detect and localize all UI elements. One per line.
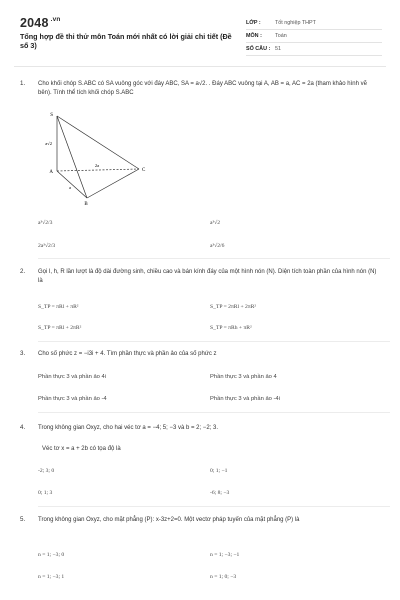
option-a[interactable]: -2; 3; 0 bbox=[38, 468, 55, 474]
question-number: 4. bbox=[20, 424, 26, 431]
meta-value: Tốt nghiệp THPT bbox=[275, 20, 316, 26]
option-c[interactable]: 2a³√2/3 bbox=[38, 243, 56, 249]
brand-name: 2048 bbox=[20, 16, 49, 30]
meta-value: Toán bbox=[275, 33, 287, 39]
pyramid-figure bbox=[34, 110, 174, 210]
option-b[interactable]: n = 1; −3; −1 bbox=[210, 552, 240, 558]
question-divider bbox=[38, 412, 390, 413]
question-text: Trong không gian Oxyz, cho hai véc tơ a = −4; 5; −3 và b = 2; −2; 3. bbox=[38, 425, 218, 431]
brand-suffix: .vn bbox=[50, 16, 61, 23]
option-b[interactable]: a³√2 bbox=[210, 220, 221, 226]
edge-label-ac: 2a bbox=[94, 163, 100, 168]
question-text: Gọi l, h, R lần lượt là độ dài đường sinh, chiều cao và bán kính đáy của một hình nón (N). Diện tích toàn phần của hình nón (N) là bbox=[38, 269, 377, 284]
option-b[interactable]: Phần thực 3 và phần ảo 4 bbox=[210, 374, 277, 380]
meta-key: MÔN : bbox=[246, 33, 262, 39]
question-text: Cho khối chóp S.ABC có SA vuông góc với đáy ABC, SA = a√2. . Đáy ABC vuông tại A, AB = a, AC = 2a (tham khảo hình vẽ bên). Tính thể tích khối chóp S.ABC bbox=[38, 81, 367, 96]
option-a[interactable]: a³√2/3 bbox=[38, 220, 53, 226]
option-d[interactable]: S_TP = πRh + πR² bbox=[210, 325, 252, 331]
option-a[interactable]: S_TP = πRl + πR² bbox=[38, 304, 79, 310]
meta-row-class bbox=[246, 17, 382, 30]
option-d[interactable]: a³√2/6 bbox=[210, 243, 225, 249]
question-number: 5. bbox=[20, 516, 26, 523]
question-number: 2. bbox=[20, 268, 26, 275]
question-5 bbox=[20, 516, 382, 596]
option-b[interactable]: 0; 1; −1 bbox=[210, 468, 228, 474]
meta-key: LỚP : bbox=[246, 20, 261, 26]
question-2 bbox=[20, 268, 382, 342]
option-d[interactable]: Phần thực 3 và phần ảo -4i bbox=[210, 396, 280, 402]
option-b[interactable]: S_TP = 2πRl + 2πR² bbox=[210, 304, 257, 310]
document-title: Tổng hợp đề thi thử môn Toán mới nhất có lời giải chi tiết (Đề số 3) bbox=[20, 32, 232, 50]
brand-logo[interactable] bbox=[20, 16, 61, 30]
meta-table bbox=[246, 17, 382, 56]
option-c[interactable]: Phần thực 3 và phần ảo -4 bbox=[38, 396, 107, 402]
question-number: 1. bbox=[20, 80, 26, 87]
question-text: Trong không gian Oxyz, cho mặt phẳng (P): x-3z+2=0. Một vectơ pháp tuyến của mặt phẳng (P) là bbox=[38, 517, 300, 523]
question-divider bbox=[38, 258, 390, 259]
vertex-label-a: A bbox=[49, 170, 53, 175]
vertex-label-c: C bbox=[142, 168, 146, 173]
meta-row-subject bbox=[246, 30, 382, 43]
question-text: Cho số phức z = −i3i + 4. Tìm phần thực và phần ảo của số phức z bbox=[38, 351, 217, 357]
vertex-label-b: B bbox=[84, 202, 88, 207]
question-1 bbox=[20, 80, 382, 260]
question-number: 3. bbox=[20, 350, 26, 357]
meta-key: SỐ CÂU : bbox=[246, 46, 271, 52]
option-a[interactable]: n = 1; −3; 0 bbox=[38, 552, 65, 558]
meta-value: 51 bbox=[275, 46, 281, 52]
edge-label-sa: a√2 bbox=[45, 141, 52, 146]
option-d[interactable]: -6; 8; −3 bbox=[210, 490, 230, 496]
question-4 bbox=[20, 424, 382, 508]
header-divider bbox=[14, 66, 386, 67]
question-subtext: Véc tơ x = a + 2b có tọa độ là bbox=[42, 446, 121, 452]
question-divider bbox=[38, 506, 390, 507]
option-d[interactable]: n = 1; 0; −3 bbox=[210, 574, 237, 580]
option-c[interactable]: n = 1; −3; 1 bbox=[38, 574, 65, 580]
document-header bbox=[20, 14, 382, 60]
meta-row-count bbox=[246, 43, 382, 56]
question-3 bbox=[20, 350, 382, 414]
option-c[interactable]: 0; 1; 3 bbox=[38, 490, 53, 496]
edge-label-ab: a bbox=[69, 185, 71, 190]
option-a[interactable]: Phần thực 3 và phần ảo 4i bbox=[38, 374, 107, 380]
option-c[interactable]: S_TP = πRl + 2πR² bbox=[38, 325, 82, 331]
vertex-label-s: S bbox=[50, 113, 53, 118]
question-divider bbox=[38, 341, 390, 342]
